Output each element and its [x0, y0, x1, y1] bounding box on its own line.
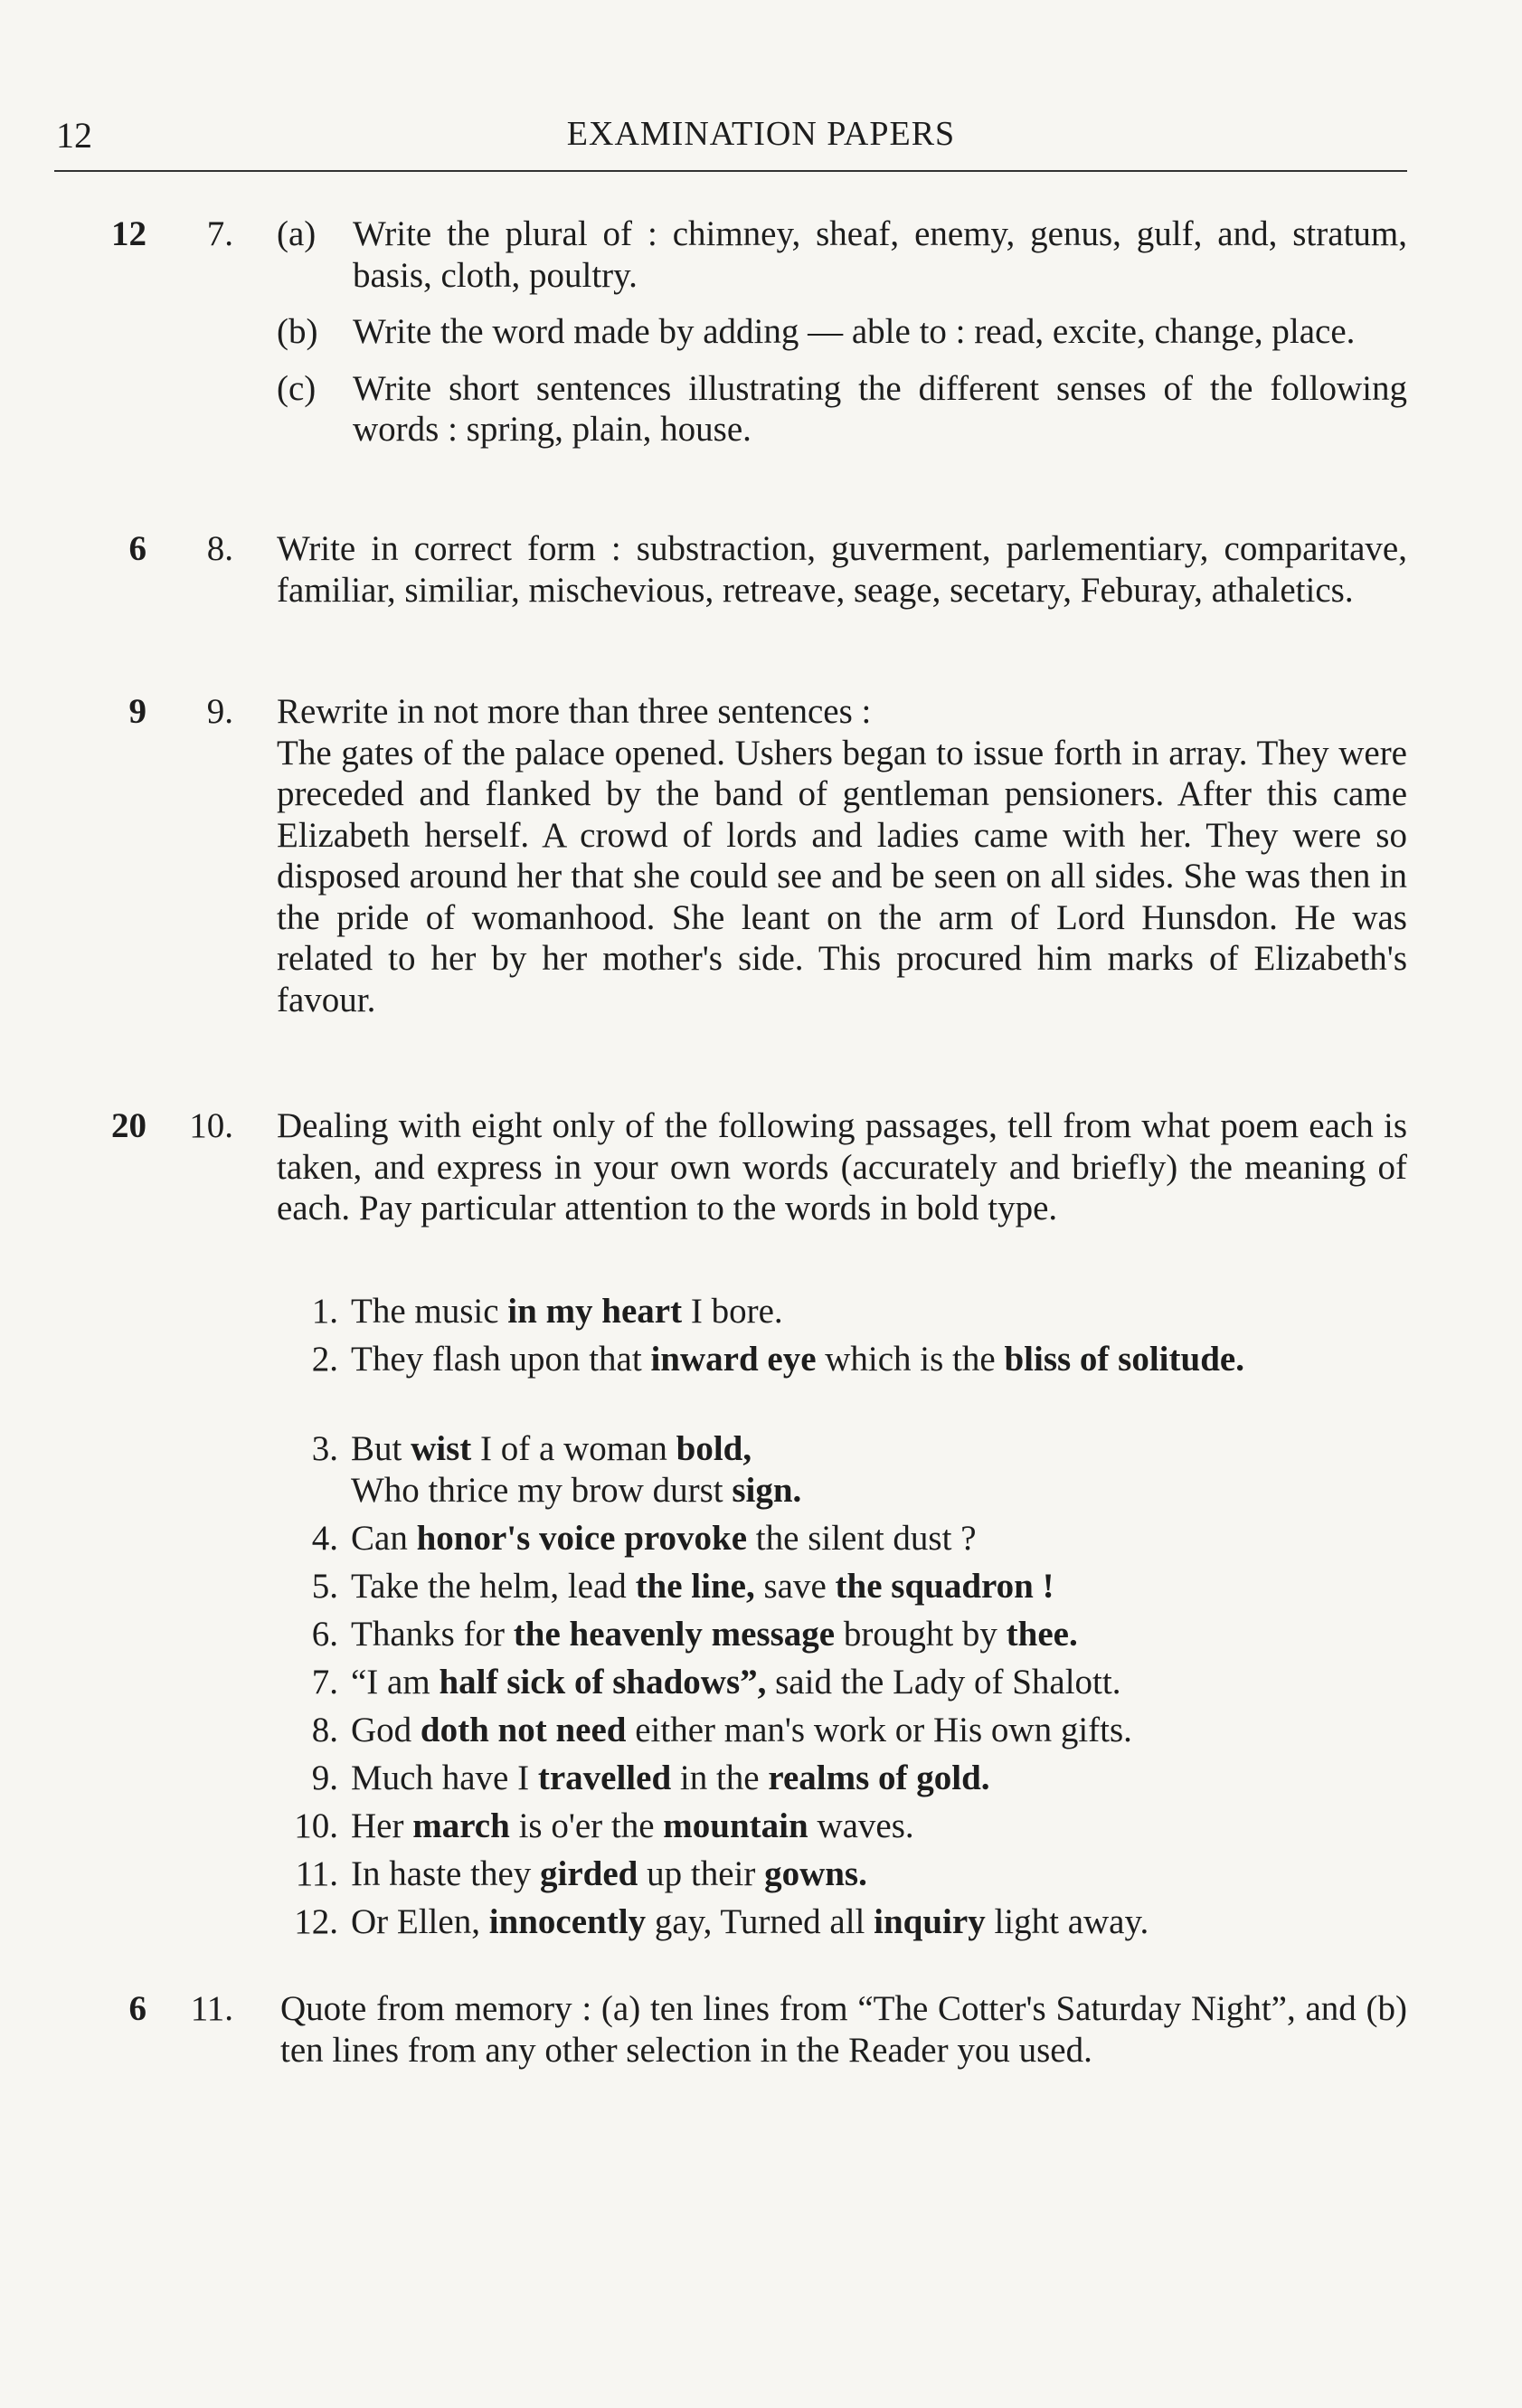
- passage-number: 10.: [294, 1806, 338, 1845]
- sub-question-text: Write the plural of : chimney, sheaf, enemy, genus, gulf, and, stratum, basis, cloth, poultry.: [353, 214, 1407, 295]
- running-title: EXAMINATION PAPERS: [566, 115, 956, 153]
- passage-phrase: The music: [351, 1292, 508, 1331]
- passage-phrase: save: [754, 1567, 836, 1606]
- passage-item: [271, 1901, 1406, 1949]
- passage-number: 5.: [311, 1567, 338, 1606]
- sub-question-label: (c): [277, 368, 317, 408]
- passage-phrase: “I am: [351, 1663, 440, 1702]
- passage-phrase: Much have I: [351, 1759, 538, 1797]
- passage-item: [271, 1758, 1406, 1806]
- bold-phrase: innocently: [488, 1902, 647, 1941]
- bold-phrase: sign.: [732, 1470, 802, 1510]
- question-marks: 6: [128, 529, 147, 568]
- passage-phrase: Can: [351, 1519, 417, 1558]
- bold-phrase: bold,: [676, 1429, 752, 1468]
- passage-number: 1.: [311, 1292, 338, 1331]
- passage-text: [351, 1614, 1406, 1662]
- bold-phrase: doth not need: [420, 1711, 627, 1749]
- question-body: [277, 213, 1407, 450]
- bold-phrase: girded: [540, 1854, 638, 1893]
- passage-phrase: in the: [671, 1759, 769, 1797]
- question-number: 8.: [206, 529, 233, 568]
- bold-phrase: inquiry: [874, 1902, 986, 1941]
- passage-item: [271, 1710, 1406, 1758]
- question-body: [277, 1105, 1407, 1229]
- passage-text: [351, 1518, 1406, 1566]
- question-number: 9.: [206, 692, 233, 731]
- passage-phrase: the silent dust ?: [747, 1519, 977, 1558]
- passage-phrase: Who thrice my brow durst: [351, 1470, 733, 1510]
- passage-phrase: is o'er the: [509, 1806, 664, 1845]
- question-intro: Rewrite in not more than three sentences :: [277, 692, 872, 731]
- bold-phrase: honor's voice provoke: [416, 1519, 748, 1558]
- bold-phrase: mountain: [663, 1806, 808, 1845]
- bold-phrase: gowns.: [764, 1854, 867, 1893]
- spacer: [277, 296, 1407, 311]
- bold-phrase: realms of gold.: [768, 1759, 990, 1797]
- passage-text: [351, 1853, 1406, 1901]
- bold-phrase: inward eye: [650, 1340, 817, 1379]
- question-text: The gates of the palace opened. Ushers began to issue forth in array. They were preceded and flanked by the band of gentleman pensioners. After this came Elizabeth herself. A crowd of lords and ladies came with her. They were so disposed around her that she could see and be seen on all sides. She was then in the pride of womanhood. She leant on the arm of Lord Hunsdon. He was related to her by her mother's side. This procured him marks of Elizabeth's favour.: [277, 733, 1407, 1019]
- question-marks: 12: [111, 214, 147, 253]
- passage-phrase: Or Ellen,: [351, 1902, 489, 1941]
- passage-phrase: But: [351, 1429, 411, 1468]
- passage-phrase: up their: [638, 1854, 765, 1893]
- spacer: [277, 353, 1407, 368]
- passage-phrase: They flash upon that: [351, 1340, 651, 1379]
- passage-number: 7.: [311, 1663, 338, 1702]
- passage-text: [351, 1428, 1406, 1518]
- passage-number: 12.: [294, 1902, 338, 1941]
- passage-list: [271, 1291, 1406, 1949]
- passage-phrase: light away.: [985, 1902, 1149, 1941]
- sub-question: [277, 311, 1407, 353]
- passage-number: 4.: [311, 1519, 338, 1558]
- question-number: 7.: [206, 214, 233, 253]
- passage-phrase: which is the: [816, 1340, 1005, 1379]
- passage-phrase: said the Lady of Shalott.: [766, 1663, 1121, 1702]
- passage-item: [271, 1662, 1406, 1710]
- question-text: Dealing with eight only of the following passages, tell from what poem each is taken, and express in your own words (accurately and briefly) the meaning of each. Pay particular attention to the words in bold type.: [277, 1106, 1407, 1228]
- header-rule: [54, 170, 1407, 172]
- passage-phrase: either man's work or His own gifts.: [626, 1711, 1132, 1749]
- passage-phrase: In haste they: [351, 1854, 541, 1893]
- passage-phrase: Her: [351, 1806, 413, 1845]
- sub-question-label: (b): [277, 312, 318, 351]
- question-text: Write in correct form : substraction, guverment, parlementiary, comparitave, familiar, similiar, mischevious, retreave, seage, secetary, Feburay, athaletics.: [277, 529, 1407, 610]
- passage-text: [351, 1662, 1406, 1710]
- passage-item: [271, 1853, 1406, 1901]
- bold-phrase: the squadron !: [835, 1567, 1054, 1606]
- passage-text: [351, 1806, 1406, 1853]
- passage-item: [271, 1806, 1406, 1853]
- passage-text: [351, 1901, 1406, 1949]
- passage-text: [351, 1291, 1406, 1339]
- passage-item: [271, 1428, 1406, 1518]
- bold-phrase: half sick of shadows”,: [439, 1663, 767, 1702]
- question-body: [277, 528, 1407, 611]
- question-marks: 6: [128, 1989, 147, 2028]
- passage-item: [271, 1566, 1406, 1614]
- passage-phrase: I of a woman: [471, 1429, 676, 1468]
- page-number: 12: [56, 115, 92, 156]
- passage-phrase: Take the helm, lead: [351, 1567, 636, 1606]
- passage-phrase: gay, Turned all: [646, 1902, 874, 1941]
- sub-question-text: Write short sentences illustrating the different senses of the following words : spring, plain, house.: [353, 368, 1407, 449]
- passage-phrase: waves.: [808, 1806, 914, 1845]
- passage-text: [351, 1710, 1406, 1758]
- passage-phrase: God: [351, 1711, 421, 1749]
- passage-number: 2.: [311, 1340, 338, 1379]
- sub-question: [277, 368, 1407, 450]
- bold-phrase: thee.: [1006, 1615, 1078, 1654]
- passage-item: [271, 1291, 1406, 1339]
- passage-phrase: I bore.: [682, 1292, 783, 1331]
- question-text: Quote from memory : (a) ten lines from “The Cotter's Saturday Night”, and (b) ten lines from any other selection in the Reader you used.: [280, 1989, 1407, 2070]
- passage-number: 8.: [311, 1711, 338, 1749]
- passage-item: [271, 1339, 1406, 1428]
- bold-phrase: in my heart: [507, 1292, 683, 1331]
- bold-phrase: the heavenly message: [513, 1615, 836, 1654]
- passage-phrase: Thanks for: [351, 1615, 514, 1654]
- passage-phrase: brought by: [835, 1615, 1007, 1654]
- sub-question: [277, 213, 1407, 296]
- passage-number: 6.: [311, 1615, 338, 1654]
- question-number: 10.: [189, 1106, 233, 1145]
- question-number: 11.: [190, 1989, 233, 2028]
- passage-number: 3.: [311, 1429, 338, 1468]
- passage-text: [351, 1758, 1406, 1806]
- passage-number: 9.: [311, 1759, 338, 1797]
- question-body: [277, 691, 1407, 1020]
- question-body: [280, 1988, 1407, 2071]
- sub-question-label: (a): [277, 214, 317, 253]
- passage-item: [271, 1614, 1406, 1662]
- passage-text: [351, 1339, 1406, 1428]
- bold-phrase: travelled: [537, 1759, 672, 1797]
- passage-second-line: [351, 1470, 1406, 1512]
- question-marks: 20: [111, 1106, 147, 1145]
- bold-phrase: bliss of solitude.: [1004, 1340, 1244, 1379]
- bold-phrase: the line,: [635, 1567, 755, 1606]
- bold-phrase: march: [412, 1806, 510, 1845]
- passage-item: [271, 1518, 1406, 1566]
- question-marks: 9: [128, 692, 147, 731]
- bold-phrase: wist: [411, 1429, 472, 1468]
- passage-number: 11.: [295, 1854, 338, 1893]
- sub-question-text: Write the word made by adding — able to : read, excite, change, place.: [353, 312, 1356, 351]
- passage-text: [351, 1566, 1406, 1614]
